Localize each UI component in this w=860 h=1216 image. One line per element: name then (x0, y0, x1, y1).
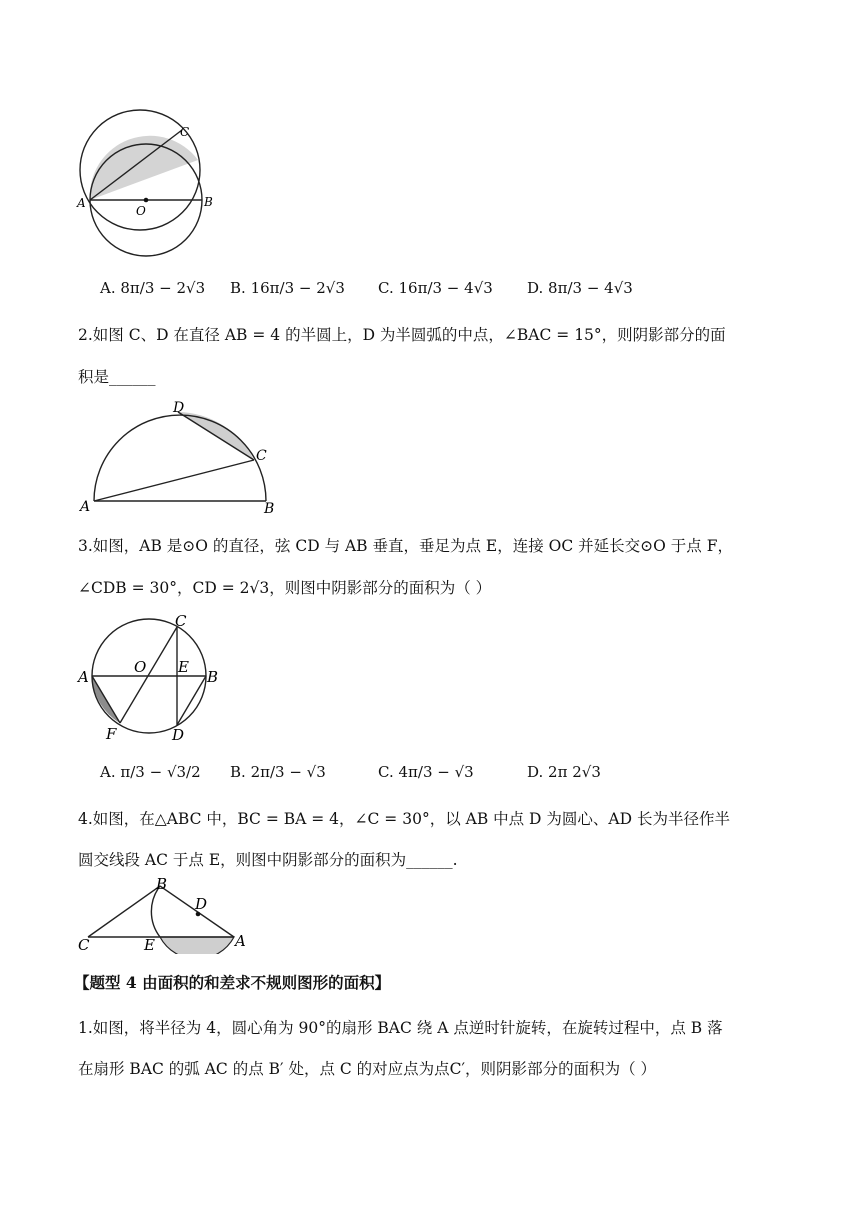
fig3-label-e: E (178, 658, 189, 676)
fig1-label-b: B (204, 195, 213, 209)
q3-option-d[interactable]: D. 2π 2√3 (527, 763, 601, 781)
option-b[interactable]: B. 16π/3 − 2√3 (230, 279, 345, 297)
s4q1-text-line2: 在扇形 BAC 的弧 AC 的点 B′ 处，点 C 的对应点为点C′，则阴影部分的面积为（ ） (78, 1060, 656, 1078)
figure-circle-chords (72, 608, 232, 744)
figure-semicircle (70, 398, 290, 520)
option-c[interactable]: C. 16π/3 − 4√3 (378, 279, 493, 297)
q3-option-b[interactable]: B. 2π/3 − √3 (230, 763, 326, 781)
s4q1-text-line1: 1.如图，将半径为 4，圆心角为 90°的扇形 BAC 绕 A 点逆时针旋转，在旋转过程中，点 B 落 (78, 1019, 723, 1037)
fig2-label-b: B (264, 501, 275, 517)
fig1-label-c: C (180, 125, 190, 139)
fig3-label-b: B (207, 668, 219, 686)
figure-triangle-semicircle (72, 874, 262, 954)
fig4-label-c: C (78, 936, 90, 954)
q2-text-line2: 积是______ (78, 368, 156, 386)
fig4-label-a: A (235, 932, 246, 950)
q3-option-c[interactable]: C. 4π/3 − √3 (378, 763, 474, 781)
fig2-label-c: C (256, 448, 267, 464)
q3-text-line1: 3.如图，AB 是⊙O 的直径，弦 CD 与 AB 垂直，垂足为点 E，连接 OC 并延长交⊙O 于点 F， (78, 537, 733, 555)
fig3-label-c: C (175, 612, 187, 630)
fig2-label-d: D (173, 400, 185, 416)
q4-text-line1: 4.如图，在△ABC 中，BC = BA = 4，∠C = 30°，以 AB 中点 D 为圆心、AD 长为半径作半 (78, 810, 730, 828)
q3-text-line2: ∠CDB = 30°，CD = 2√3，则图中阴影部分的面积为（ ） (78, 579, 492, 597)
fig1-label-a: A (77, 196, 86, 210)
fig1-label-o: O (136, 204, 146, 218)
section-heading: 【题型 4 由面积的和差求不规则图形的面积】 (74, 973, 391, 992)
fig3-label-f: F (106, 725, 117, 743)
q2-text-line1: 2.如图 C、D 在直径 AB = 4 的半圆上，D 为半圆弧的中点，∠BAC = 15°，则阴影部分的面 (78, 326, 726, 344)
fig3-label-a: A (78, 668, 89, 686)
fig4-label-d: D (195, 895, 208, 913)
figure-two-circles (70, 108, 230, 260)
q3-option-a[interactable]: A. π/3 − √3/2 (100, 763, 201, 781)
fig4-label-e: E (144, 936, 155, 954)
fig3-label-o: O (134, 658, 147, 676)
fig2-label-a: A (80, 499, 91, 515)
option-d[interactable]: D. 8π/3 − 4√3 (527, 279, 633, 297)
fig4-label-b: B (156, 875, 168, 893)
option-a[interactable]: A. 8π/3 − 2√3 (100, 279, 206, 297)
q4-text-line2: 圆交线段 AC 于点 E，则图中阴影部分的面积为______. (78, 851, 458, 869)
fig3-label-d: D (172, 726, 185, 744)
